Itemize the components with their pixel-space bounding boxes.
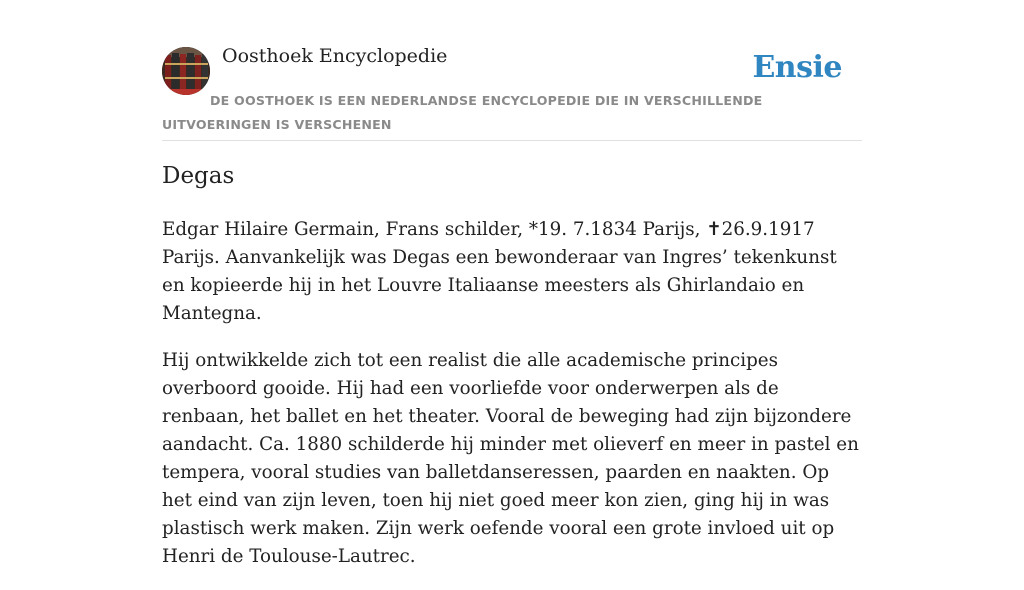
page [162, 0, 862, 567]
article-title: Degas [162, 163, 235, 189]
article-body [162, 216, 862, 590]
site-title[interactable]: Oosthoek Encyclopedie [222, 45, 448, 67]
brand-logo[interactable]: Ensie [752, 50, 842, 85]
article-paragraph: Hij ontwikkelde zich tot een realist die alle academische principes overboord gooide. Hij had een voorliefde voor onderwerpen als de renbaan, het ballet en het theater. Vooral de beweging had zijn bijzondere aandacht. Ca. 1880 schilderde hij minder met olieverf en meer in pastel en tempera, vooral studies van balletdanseressen, paarden en naakten. Op het eind van zijn leven, toen hij niet goed meer kon zien, ging hij in was plastisch werk maken. Zijn werk oefende vooral een grote invloed uit op Henri de Toulouse-Lautrec. [162, 350, 859, 567]
site-avatar[interactable] [162, 47, 210, 95]
site-tagline: DE OOSTHOEK IS EEN NEDERLANDSE ENCYCLOPEDIE DIE IN VERSCHILLENDE UITVOERINGEN IS VERSCHENEN [162, 93, 763, 132]
book-spines-icon [162, 47, 210, 95]
site-header [162, 0, 862, 141]
article-paragraph: Edgar Hilaire Germain, Frans schilder, *19. 7.1834 Parijs, ✝26.9.1917 Parijs. Aanvankelijk was Degas een bewonderaar van Ingres’ tekenkunst en kopieerde hij in het Louvre Italiaanse meesters als Ghirlandaio en Mantegna. [162, 219, 837, 324]
